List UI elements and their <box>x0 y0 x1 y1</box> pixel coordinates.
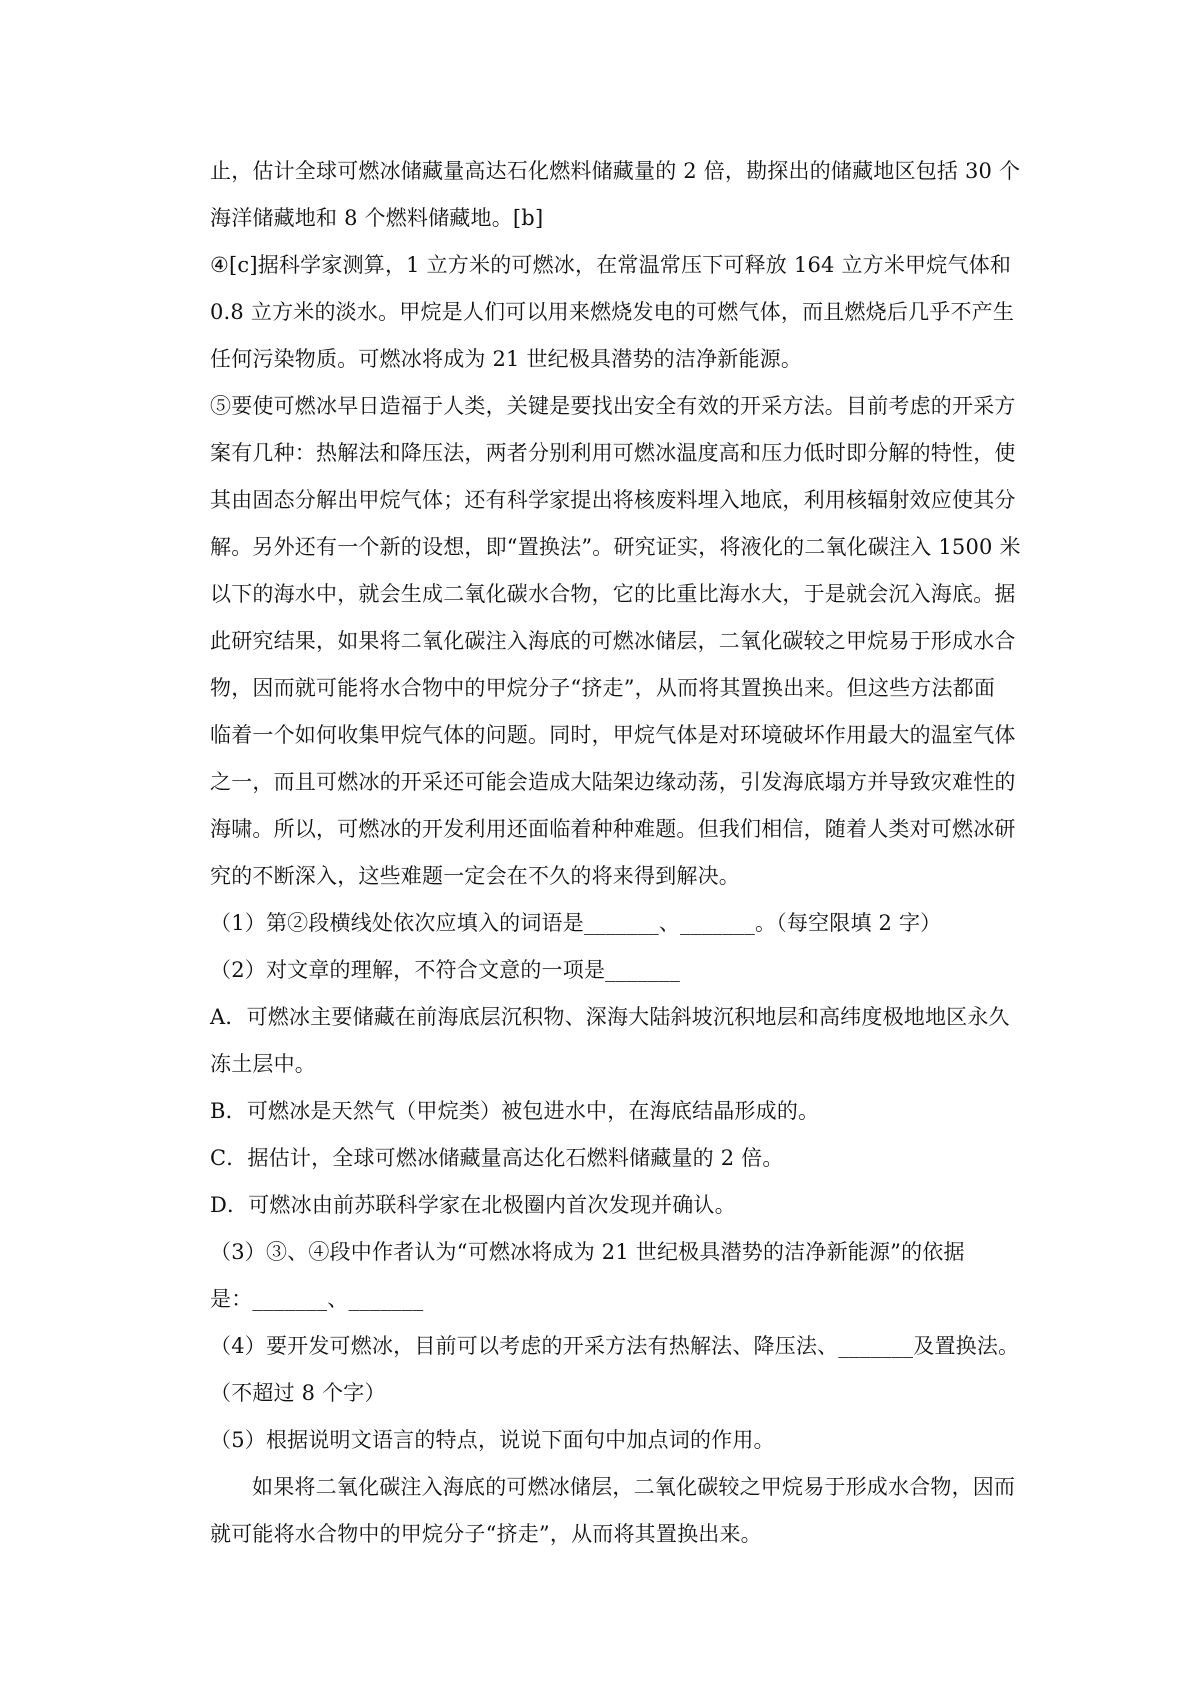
paragraph-5-line-2: 案有几种：热解法和降压法，两者分别利用可燃冰温度高和压力低时即分解的特性，使 <box>210 441 1016 465</box>
paragraph-3-line-2: 海洋储藏地和 8 个燃料储藏地。[b] <box>210 206 544 230</box>
question-4-line-1: （4）要开发可燃冰，目前可以考虑的开采方法有热解法、降压法、_______及置换法。 <box>210 1334 1020 1358</box>
paragraph-5-line-8: 临着一个如何收集甲烷气体的问题。同时，甲烷气体是对环境破坏作用最大的温室气体 <box>210 723 1016 747</box>
question-1: （1）第②段横线处依次应填入的词语是_______、_______。（每空限填 2 字） <box>210 911 942 935</box>
paragraph-4-line-3: 任何污染物质。可燃冰将成为 21 世纪极具潜势的洁净新能源。 <box>210 347 803 371</box>
quoted-sentence-line-1: 如果将二氧化碳注入海底的可燃冰储层，二氧化碳较之甲烷易于形成水合物，因而 <box>252 1475 1016 1499</box>
option-c: C．据估计，全球可燃冰储藏量高达化石燃料储藏量的 2 倍。 <box>210 1146 784 1170</box>
paragraph-4-line-1: ④[c]据科学家测算，1 立方米的可燃冰，在常温常压下可释放 164 立方米甲烷气体和 <box>210 253 1012 277</box>
paragraph-3-line-1: 止，估计全球可燃冰储藏量高达石化燃料储藏量的 2 倍，勘探出的储藏地区包括 30 个 <box>210 159 1021 183</box>
paragraph-5-line-9: 之一，而且可燃冰的开采还可能会造成大陆架边缘动荡，引发海底塌方并导致灾难性的 <box>210 770 1016 794</box>
question-2: （2）对文章的理解，不符合文意的一项是_______ <box>210 958 681 982</box>
document-body <box>210 148 1030 1558</box>
paragraph-5-line-11: 究的不断深入，这些难题一定会在不久的将来得到解决。 <box>210 864 740 888</box>
question-4-line-2: （不超过 8 个字） <box>210 1381 386 1405</box>
option-d: D．可燃冰由前苏联科学家在北极圈内首次发现并确认。 <box>210 1193 736 1217</box>
option-b: B．可燃冰是天然气（甲烷类）被包进水中，在海底结晶形成的。 <box>210 1099 820 1123</box>
paragraph-4-line-2: 0.8 立方米的淡水。甲烷是人们可以用来燃烧发电的可燃气体，而且燃烧后几乎不产生 <box>210 300 1015 324</box>
option-a-line-2: 冻土层中。 <box>210 1052 316 1076</box>
paragraph-5-line-3: 其由固态分解出甲烷气体；还有科学家提出将核废料埋入地底，利用核辐射效应使其分 <box>210 488 1016 512</box>
quoted-sentence-line-2: 就可能将水合物中的甲烷分子“挤走”，从而将其置换出来。 <box>210 1522 762 1546</box>
paragraph-5-line-4: 解。另外还有一个新的设想，即“置换法”。研究证实，将液化的二氧化碳注入 1500 米 <box>210 535 1021 559</box>
paragraph-5-line-5: 以下的海水中，就会生成二氧化碳水合物，它的比重比海水大，于是就会沉入海底。据 <box>210 582 1016 606</box>
question-3-line-2: 是：_______、_______ <box>210 1287 424 1311</box>
option-a-line-1: A．可燃冰主要储藏在前海底层沉积物、深海大陆斜坡沉积地层和高纬度极地地区永久 <box>210 1005 1010 1029</box>
paragraph-5-line-10: 海啸。所以，可燃冰的开发利用还面临着种种难题。但我们相信，随着人类对可燃冰研 <box>210 817 1016 841</box>
paragraph-5-line-7: 物，因而就可能将水合物中的甲烷分子“挤走”，从而将其置换出来。但这些方法都面 <box>210 676 996 700</box>
paragraph-5-line-1: ⑤要使可燃冰早日造福于人类，关键是要找出安全有效的开采方法。目前考虑的开采方 <box>210 394 1016 418</box>
question-5: （5）根据说明文语言的特点，说说下面句中加点词的作用。 <box>210 1428 775 1452</box>
question-3-line-1: （3）③、④段中作者认为“可燃冰将成为 21 世纪极具潜势的洁净新能源”的依据 <box>210 1240 965 1264</box>
paragraph-5-line-6: 此研究结果，如果将二氧化碳注入海底的可燃冰储层，二氧化碳较之甲烷易于形成水合 <box>210 629 1016 653</box>
